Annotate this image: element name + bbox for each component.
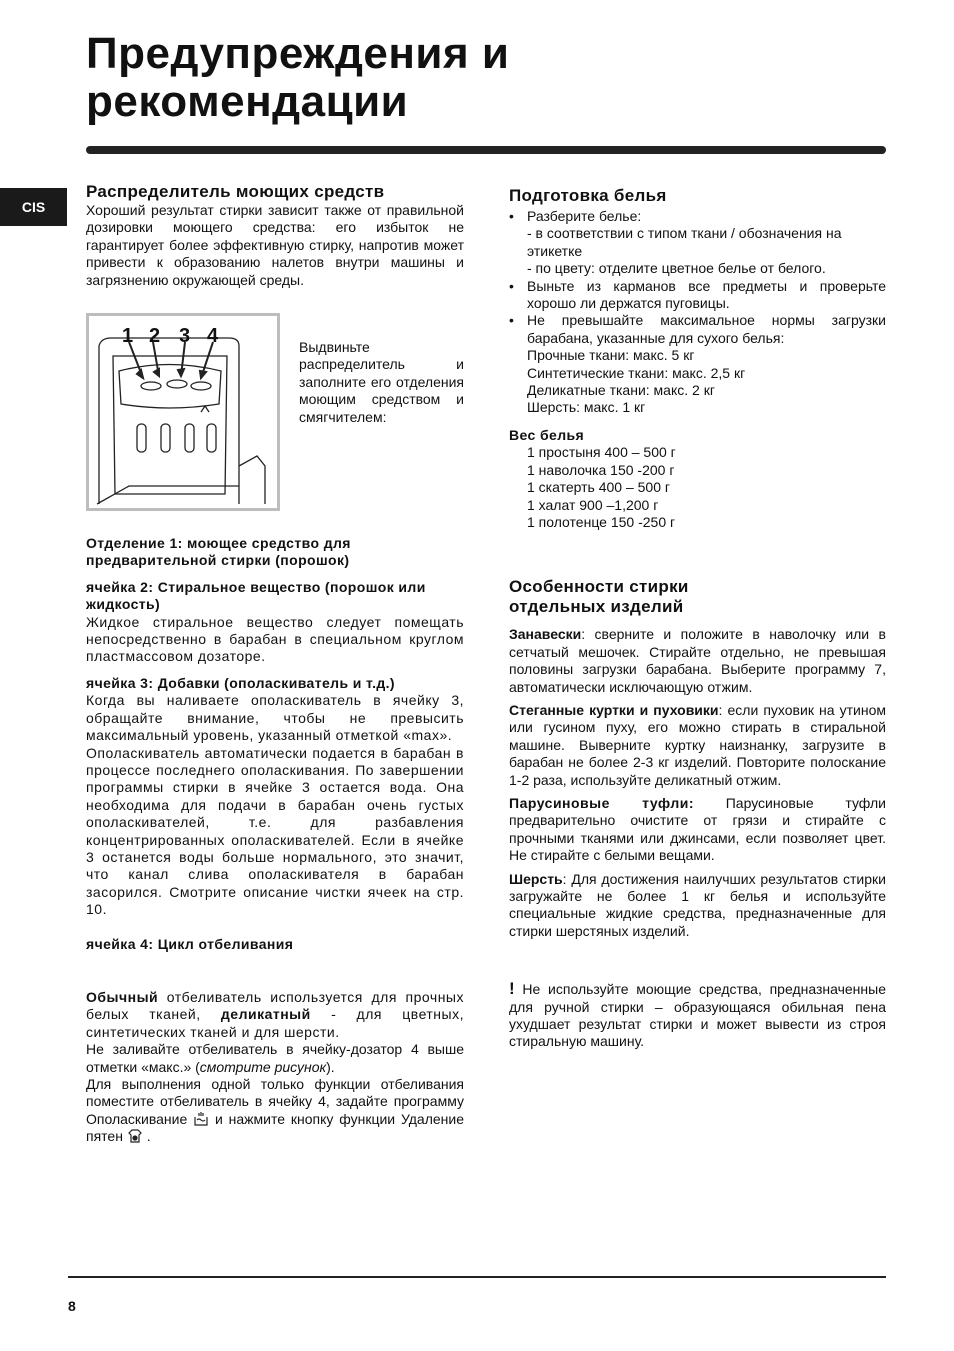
load-item: Прочные ткани: макс. 5 кг [527, 347, 695, 364]
bleach-only-end: . [142, 1128, 151, 1145]
warning-paragraph [509, 980, 886, 1051]
wool-paragraph [509, 871, 886, 941]
page-number: 8 [68, 1298, 76, 1314]
bleach-only-note [86, 1076, 464, 1146]
compartment-3-text-1: Когда вы наливаете ополаскиватель в ячейку 3, обращайте внимание, чтобы не превысить максимальный уровень, указанный отметкой «max». [86, 692, 464, 744]
dispenser-heading: Распределитель моющих средств [86, 182, 385, 201]
jackets-label: Стеганные куртки и пуховики [509, 701, 719, 718]
stain-removal-icon [127, 1128, 143, 1144]
weight-list [509, 444, 886, 531]
figure-number-4: 4 [207, 325, 219, 348]
weight-item: 1 простыня 400 – 500 г [527, 444, 676, 461]
prep-sort-color: - по цвету: отделите цветное белье от белого. [527, 260, 826, 277]
right-column [509, 186, 886, 1051]
prep-sort-type: - в соответствии с типом ткани / обозначения на этикетке [527, 225, 842, 259]
special-items-heading [509, 577, 886, 617]
load-item: Синтетические ткани: макс. 2,5 кг [527, 364, 746, 381]
weight-item: 1 скатерть 400 – 500 г [527, 479, 670, 496]
prep-load-limit: • Не превышайте максимальное нормы загрузки барабана, указанные для сухого белья: [527, 312, 886, 346]
bleach-delicate-text: - для цветных, синтетических тканей и для шерсти. [86, 1006, 464, 1040]
curtains-text: : сверните и положите в наволочку или в сетчатый мешочек. Стирайте отдельно, не превышая половины загрузки барабана. Выберите программу 7, автоматически исключающую отжим. [509, 626, 886, 695]
compartment-2-text: Жидкое стиральное вещество следует помещать непосредственно в барабан в специальном круглом пластмассовом дозаторе. [86, 613, 464, 665]
dispenser-figure [86, 313, 464, 535]
list-item [509, 208, 886, 278]
jackets-text: : если пуховик на утином или гусином пуху, его можно стирать в стиральной машине. Выверните куртку наизнанку, загрузите в барабан не более 2-3 кг изделий. Повторите полоскание 1-2 раза, используйте деликатный отжим. [509, 701, 886, 788]
curtains-paragraph [509, 626, 886, 696]
load-item: Деликатные ткани: макс. 2 кг [527, 382, 715, 399]
compartment-3-text-2: Ополаскиватель автоматически подается в барабан в процессе последнего ополаскивания. По завершении программы стирки в ячейке 3 остается вода. Она необходима для подачи в барабан очень густых ополаскивателей, т.е. для разбавления концентрированных ополаскивателей. Если в ячейке 3 останется воды больше нормального, это значит, что канал слива ополаскивателя в барабан засорился. Смотрите описание чистки ячеек на стр. 10. [86, 744, 464, 918]
bleach-fill-text: Не заливайте отбеливатель в ячейку-дозатор 4 выше отметки «макс.» ( [86, 1041, 464, 1075]
bleach-only-text: Для выполнения одной только функции отбеливания поместите отбеливатель в ячейку 4, задайте программу Ополаскивание [86, 1076, 464, 1127]
dispenser-drawing [89, 316, 277, 508]
shoes-label: Парусиновые туфли: [509, 794, 694, 811]
compartment-2-heading: ячейка 2: Стиральное вещество (порошок или жидкость) [86, 578, 426, 613]
weight-item: 1 халат 900 –1,200 г [527, 496, 659, 513]
page-title [86, 30, 509, 126]
title-line-1: Предупреждения и [86, 29, 510, 78]
compartment-4-heading: ячейка 4: Цикл отбеливания [86, 935, 294, 952]
prep-sort: Разберите белье: [527, 208, 642, 224]
shoes-text: Парусиновые туфли предварительно очистите от грязи и стирайте с прочными тканями или джинсами, если позволяет цвет. Не стирайте с белыми вещами. [509, 794, 886, 864]
wool-label: Шерсть [509, 870, 563, 887]
dispenser-illustration [86, 313, 280, 511]
wool-text: : Для достижения наилучших результатов стирки загружайте не более 1 кг белья и используйте специальные жидкие средства, предназначенные для стирки шерстяных изделий. [509, 870, 886, 939]
bleach-normal-text: отбеливатель используется для прочных белых тканей, [86, 988, 464, 1023]
compartment-3-heading: ячейка 3: Добавки (ополаскиватель и т.д.) [86, 674, 395, 691]
bleach-delicate-label: деликатный [220, 1006, 311, 1023]
special-heading-line-1: Особенности стирки [509, 577, 689, 597]
weight-heading: Вес белья [509, 426, 585, 443]
shoes-paragraph [509, 795, 886, 865]
laundry-prep-list [509, 208, 886, 417]
warning-icon: ! [509, 979, 515, 999]
figure-number-2: 2 [149, 325, 161, 348]
weight-item: 1 наволочка 150 -200 г [527, 461, 675, 478]
weight-item: 1 полотенце 150 -250 г [527, 513, 676, 530]
list-item: • Выньте из карманов все предметы и проверьте хорошо ли держатся пуговицы. [509, 278, 886, 313]
warning-text: Не используйте моющие средства, предназначенные для ручной стирки – образующаяся обильная пена ухудшает результат стирки и может вывести из строя стиральную машину. [509, 981, 886, 1050]
footer-divider [68, 1276, 886, 1278]
curtains-label: Занавески [509, 626, 582, 643]
bleach-fill-end: ). [326, 1058, 335, 1075]
figure-caption: Выдвиньте распределитель и заполните его отделения моющим средством и смягчителем: [299, 339, 464, 425]
load-item: Шерсть: макс. 1 кг [527, 399, 646, 416]
language-tab: CIS [0, 188, 67, 226]
bleach-only-text-2: и нажмите кнопку функции Удаление пятен [86, 1110, 464, 1145]
bleach-fill-ref: смотрите рисунок [199, 1058, 327, 1075]
figure-number-3: 3 [179, 325, 191, 348]
list-item [509, 312, 886, 416]
special-heading-line-2: отдельных изделий [509, 597, 684, 617]
dispenser-intro: Хороший результат стирки зависит также от правильной дозировки моющего средства: его избыток не гарантирует более эффективную стирку, напротив может привести к образованию налетов внутри машины и загрязнению окружающей среды. [86, 202, 464, 288]
bleach-types [86, 989, 464, 1041]
bleach-fill-note [86, 1041, 464, 1076]
compartment-1-heading: Отделение 1: моющее средство для предварительной стирки (порошок) [86, 535, 351, 569]
jackets-paragraph [509, 702, 886, 789]
figure-number-1: 1 [122, 325, 134, 348]
laundry-prep-heading: Подготовка белья [509, 186, 667, 205]
title-line-2: рекомендации [86, 77, 409, 126]
rinse-icon [193, 1111, 209, 1127]
left-column [86, 182, 464, 1146]
bleach-normal-label: Обычный [86, 988, 159, 1005]
title-divider [86, 146, 886, 154]
